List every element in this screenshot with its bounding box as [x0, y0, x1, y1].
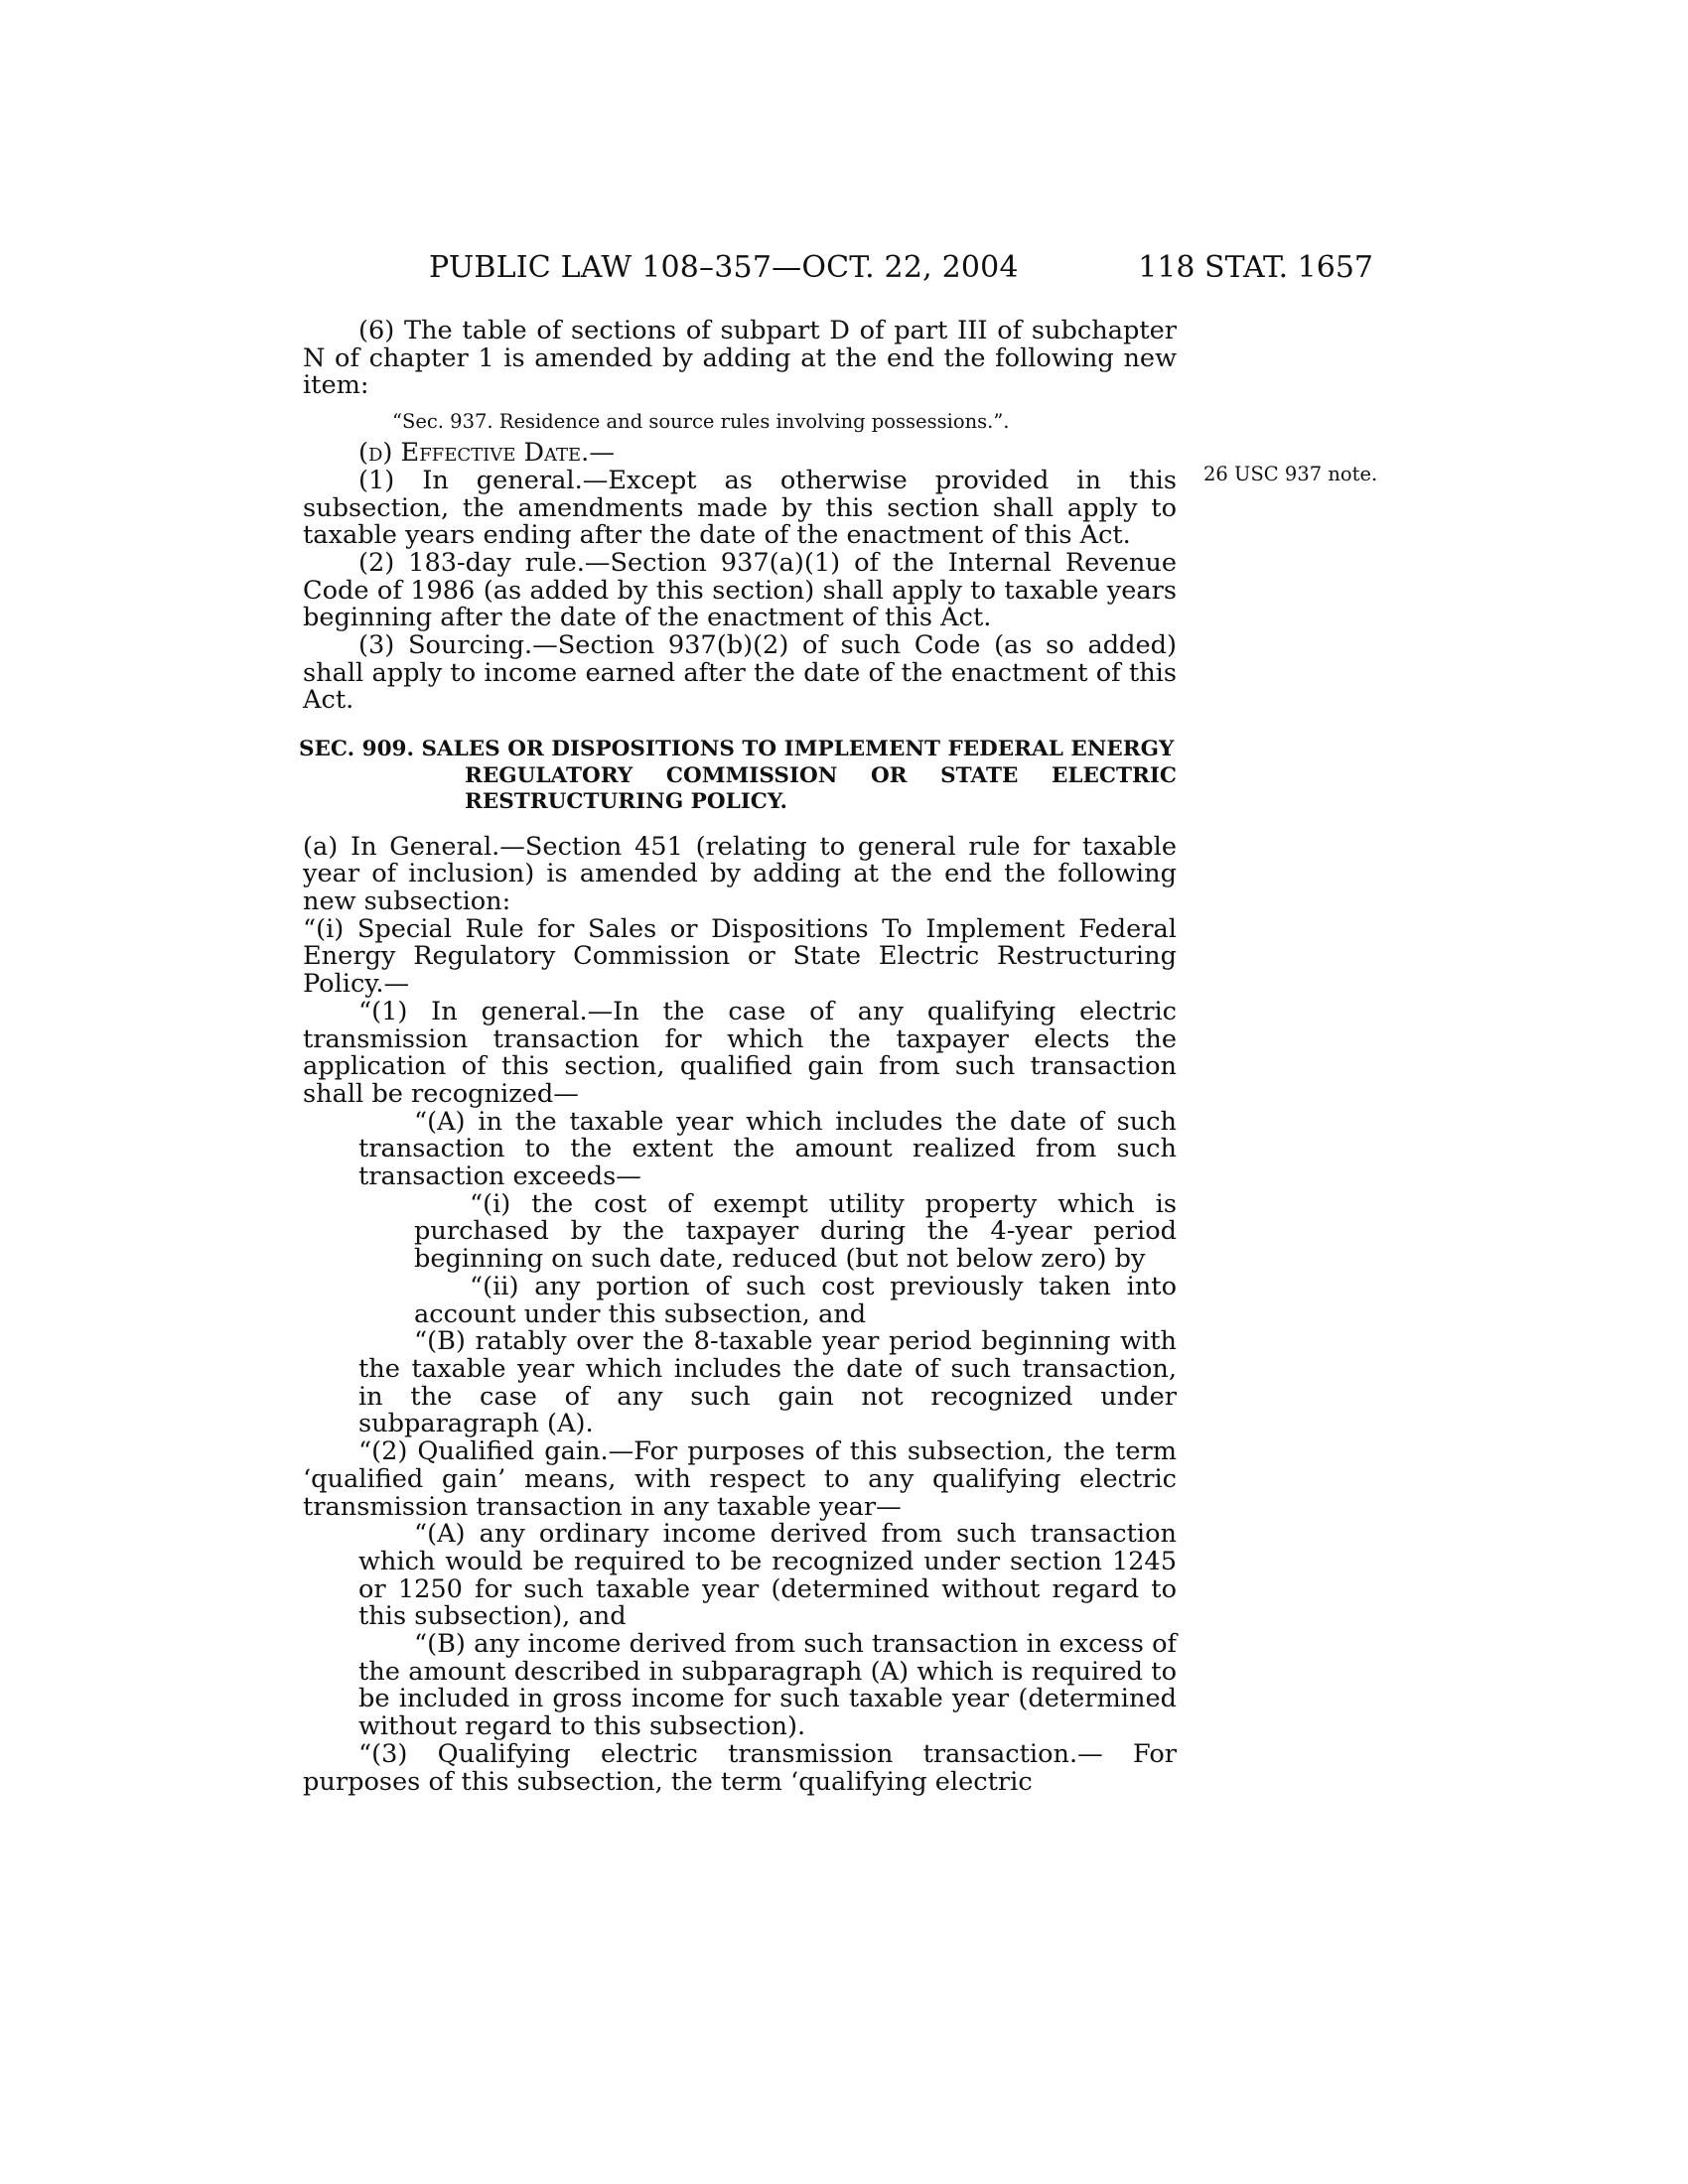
paragraph-i2: “(2) Qualified gain.—For purposes of this subsection, the term ‘qualified gain’ means, with respect to any qualifying electric transmission transaction in any taxable year— [303, 1436, 1177, 1522]
paragraph-i1A: “(A) in the taxable year which includes the date of such transaction to the extent the amount realized from such transaction exceeds— [358, 1106, 1177, 1192]
quoted-table-item: “Sec. 937. Residence and source rules involving possessions.”. [392, 410, 1010, 434]
effective-date-heading: (d) Effective Date.— [358, 438, 615, 469]
subsection-i-heading: “(i) Special Rule for Sales or Dispositions To Implement Federal Energy Regulatory Commission or State Electric Restructuring Policy.— [303, 913, 1177, 1000]
page-header-stat: 118 STAT. 1657 [1138, 250, 1373, 285]
paragraph-i3: “(3) Qualifying electric transmission transaction.— For purposes of this subsection, the term ‘qualifying electric [303, 1738, 1177, 1797]
paragraph-d2: (2) 183-day rule.—Section 937(a)(1) of the Internal Revenue Code of 1986 (as added by this section) shall apply to taxable years beginning after the date of the enactment of this Act. [303, 547, 1177, 633]
margin-note: 26 USC 937 note. [1203, 463, 1378, 485]
paragraph-a-general: (a) In General.—Section 451 (relating to general rule for taxable year of inclusion) is amended by adding at the end the following new subsection: [303, 831, 1177, 917]
paragraph-i1Aii: “(ii) any portion of such cost previously taken into account under this subsection, and [414, 1271, 1177, 1329]
section-heading-line2: REGULATORY COMMISSION OR STATE ELECTRIC [465, 762, 1177, 788]
paragraph-d1: (1) In general.—Except as otherwise provided in this subsection, the amendments made by this section shall apply to taxable years ending after the date of the enactment of this Act. [303, 465, 1177, 551]
section-heading-line3: RESTRUCTURING POLICY. [465, 789, 787, 815]
section-heading-line1: SEC. 909. SALES OR DISPOSITIONS TO IMPLEMENT FEDERAL ENERGY [299, 737, 1175, 762]
paragraph-6: (6) The table of sections of subpart D of part III of subchapter N of chapter 1 is amended by adding at the end the following new item: [303, 316, 1177, 401]
paragraph-i1: “(1) In general.—In the case of any qualifying electric transmission transaction for which the taxpayer elects the application of this section, qualified gain from such transaction shall be recognized— [303, 996, 1177, 1109]
page-header-title: PUBLIC LAW 108–357—OCT. 22, 2004 [429, 250, 1019, 285]
paragraph-i1B: “(B) ratably over the 8-taxable year period beginning with the taxable year which includes the date of such transaction, in the case of any such gain not recognized under subparagraph (A). [358, 1326, 1177, 1439]
section-909-heading [299, 737, 1177, 816]
document-body [299, 316, 1177, 1797]
paragraph-i2A: “(A) any ordinary income derived from such transaction which would be required to be recognized under section 1245 or 1250 for such taxable year (determined without regard to this subsection), and [358, 1519, 1177, 1632]
paragraph-i2B: “(B) any income derived from such transaction in excess of the amount described in subparagraph (A) which is required to be included in gross income for such taxable year (determined without regard to this subsection). [358, 1629, 1177, 1742]
paragraph-d3: (3) Sourcing.—Section 937(b)(2) of such Code (as so added) shall apply to income earned after the date of the enactment of this Act. [303, 630, 1177, 716]
paragraph-i1Ai: “(i) the cost of exempt utility property which is purchased by the taxpayer during the 4-year period beginning on such date, reduced (but not below zero) by [414, 1188, 1177, 1275]
